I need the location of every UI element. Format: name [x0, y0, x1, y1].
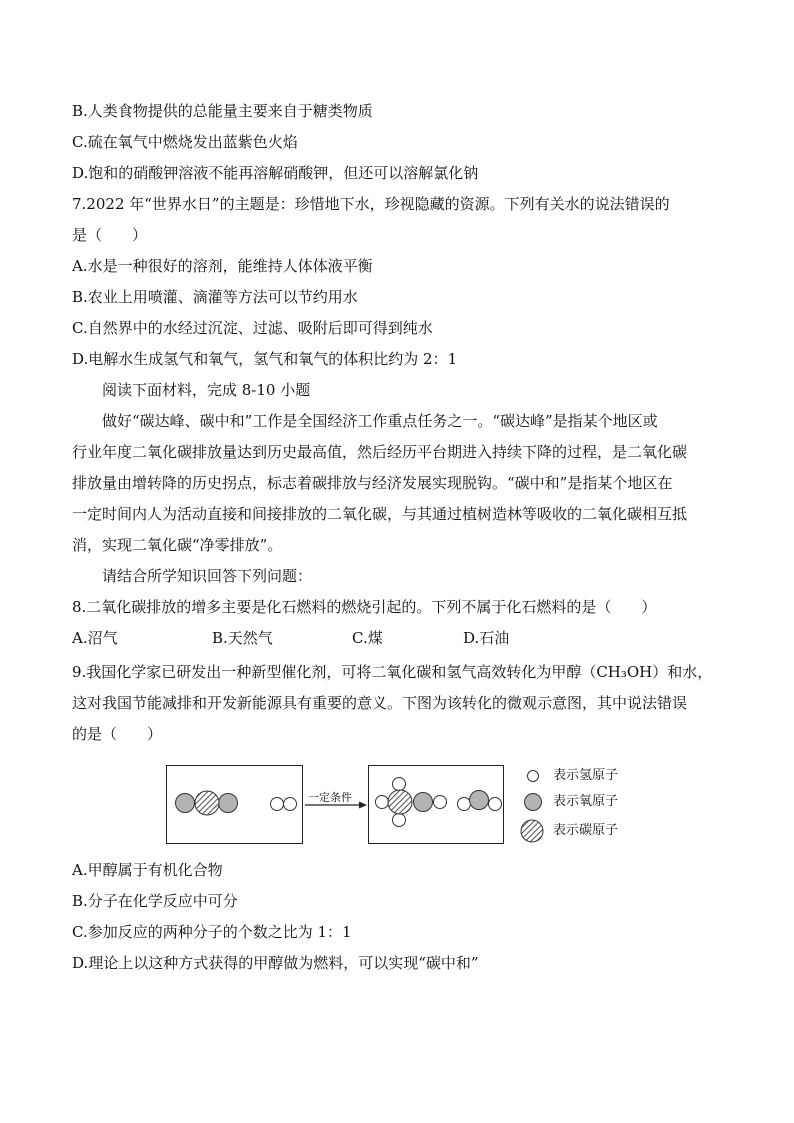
- hydrogen-atom: [489, 798, 502, 811]
- carbon-atom: [195, 791, 219, 815]
- reactants-molecules: [166, 765, 303, 844]
- methanol-molecule: [376, 778, 447, 827]
- passage-line-3: 排放量由增转降的历史拐点，标志着碳排放与经济发展实现脱钩。“碳中和”是指某个地区在: [72, 474, 673, 492]
- products-molecules: [368, 765, 504, 844]
- q9-stem-line-3: 的是（ ）: [72, 725, 163, 743]
- reading-instruction: 阅读下面材料，完成 8-10 小题: [102, 381, 311, 399]
- passage-line-5: 消，实现二氧化碳“净零排放”。: [72, 536, 283, 554]
- q8-option-b: B.天然气: [212, 629, 273, 647]
- q7-stem-line-2: 是（ ）: [72, 226, 148, 244]
- carbon-dioxide-molecule: [176, 791, 238, 815]
- q8-option-c: C.煤: [352, 629, 383, 647]
- q7-option-d: D.电解水生成氢气和氧气，氢气和氧气的体积比约为 2：1: [72, 350, 458, 368]
- legend-hydrogen-icon: [528, 771, 539, 782]
- q9-stem-line-1: 9.我国化学家已研发出一种新型催化剂，可将二氧化碳和氢气高效转化为甲醇（CH₃OH）和水，: [72, 663, 713, 681]
- q9-option-b: B.分子在化学反应中可分: [72, 892, 238, 910]
- hydrogen-atom: [376, 796, 389, 809]
- q7-option-a: A.水是一种很好的溶剂，能维持人体体液平衡: [72, 257, 373, 275]
- answer-prompt: 请结合所学知识回答下列问题：: [102, 567, 313, 585]
- q9-stem-line-2: 这对我国节能减排和开发新能源具有重要的意义。下图为该转化的微观示意图，其中说法错误: [72, 694, 688, 712]
- legend-symbols: [518, 763, 548, 843]
- q9-option-a: A.甲醇属于有机化合物: [72, 861, 223, 879]
- hydrogen-atom: [284, 798, 297, 811]
- reactants-box: [166, 765, 303, 844]
- hydrogen-atom: [393, 778, 406, 791]
- q6-option-b: B.人类食物提供的总能量主要来自于糖类物质: [72, 102, 373, 120]
- passage-line-2: 行业年度二氧化碳排放量达到历史最高值，然后经历平台期进入持续下降的过程，是二氧化碳: [72, 443, 688, 461]
- legend-oxygen-icon: [525, 794, 542, 811]
- q7-option-c: C.自然界中的水经过沉淀、过滤、吸附后即可得到纯水: [72, 319, 433, 337]
- q9-option-c: C.参加反应的两种分子的个数之比为 1：1: [72, 923, 352, 941]
- products-box: [368, 765, 504, 844]
- q6-option-d: D.饱和的硝酸钾溶液不能再溶解硝酸钾，但还可以溶解氯化钠: [72, 164, 479, 182]
- hydrogen-atom: [434, 796, 447, 809]
- legend-carbon-label: 表示碳原子: [553, 823, 619, 838]
- oxygen-atom: [414, 793, 433, 812]
- hydrogen-molecule: [271, 798, 297, 811]
- q8-option-a: A.沼气: [72, 629, 118, 647]
- oxygen-atom: [176, 794, 195, 813]
- q6-option-c: C.硫在氧气中燃烧发出蓝紫色火焰: [72, 133, 298, 151]
- q7-stem-line-1: 7.2022 年“世界水日”的主题是：珍惜地下水，珍视隐藏的资源。下列有关水的说法错误的: [72, 195, 670, 213]
- q7-option-b: B.农业上用喷灌、滴灌等方法可以节约用水: [72, 288, 358, 306]
- passage-line-1: 做好“碳达峰、碳中和”工作是全国经济工作重点任务之一。“碳达峰”是指某个地区或: [102, 412, 658, 430]
- hydrogen-atom: [271, 798, 284, 811]
- legend-carbon-icon: [521, 820, 543, 842]
- hydrogen-atom: [458, 798, 471, 811]
- oxygen-atom: [219, 794, 238, 813]
- reaction-arrow: [304, 800, 368, 810]
- q8-stem: 8.二氧化碳排放的增多主要是化石燃料的燃烧引起的。下列不属于化石燃料的是（ ）: [72, 598, 657, 616]
- water-molecule: [458, 791, 502, 811]
- legend-hydrogen-label: 表示氢原子: [553, 768, 619, 783]
- carbon-atom: [388, 790, 412, 814]
- legend-oxygen-label: 表示氧原子: [553, 794, 619, 809]
- oxygen-atom: [470, 791, 489, 810]
- reaction-condition: 一定条件: [308, 791, 352, 804]
- q9-option-d: D.理论上以这种方式获得的甲醇做为燃料，可以实现“碳中和”: [72, 954, 479, 972]
- q8-option-d: D.石油: [463, 629, 510, 647]
- passage-line-4: 一定时间内人为活动直接和间接排放的二氧化碳，与其通过植树造林等吸收的二氧化碳相互抵: [72, 505, 688, 523]
- hydrogen-atom: [393, 814, 406, 827]
